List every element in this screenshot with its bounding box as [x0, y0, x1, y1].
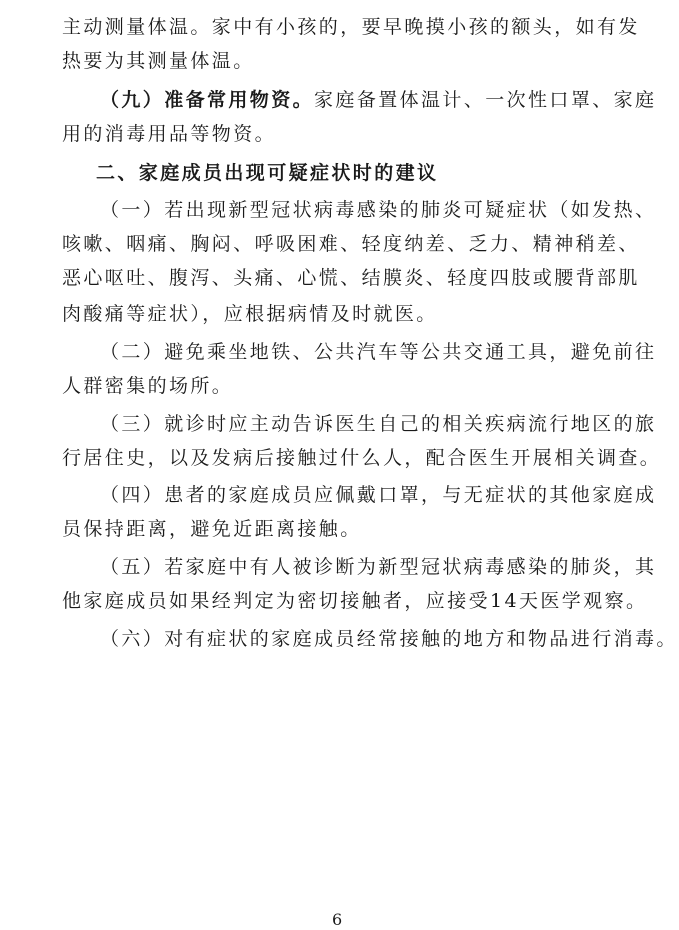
item-one-line-2: 咳嗽、咽痛、胸闷、呼吸困难、轻度纳差、乏力、精神稍差、: [62, 233, 640, 255]
item-one-line-1: （一）若出现新型冠状病毒感染的肺炎可疑症状（如发热、: [100, 199, 657, 221]
item-six-line-1: （六）对有症状的家庭成员经常接触的地方和物品进行消毒。: [100, 628, 678, 650]
item-two-line-2: 人群密集的场所。: [62, 375, 234, 397]
item-two-line-1: （二）避免乘坐地铁、公共汽车等公共交通工具，避免前往: [100, 341, 657, 363]
body-line-4: 用的消毒用品等物资。: [62, 123, 277, 145]
item-one-line-4: 肉酸痛等症状），应根据病情及时就医。: [62, 303, 438, 325]
section-nine-heading: （九）准备常用物资。: [100, 89, 315, 111]
page-number: 6: [332, 910, 343, 929]
item-five-line-1: （五）若家庭中有人被诊断为新型冠状病毒感染的肺炎，其: [100, 556, 657, 578]
item-four-line-2: 员保持距离，避免近距离接触。: [62, 518, 362, 540]
item-three-line-2: 行居住史，以及发病后接触过什么人，配合医生开展相关调查。: [62, 447, 662, 469]
body-line-2: 热要为其测量体温。: [62, 50, 255, 72]
item-one-line-3: 恶心呕吐、腹泻、头痛、心慌、结膜炎、轻度四肢或腰背部肌: [62, 267, 640, 289]
section-nine-line: （九）准备常用物资。家庭备置体温计、一次性口罩、家庭: [100, 89, 657, 111]
section-two-heading: 二、家庭成员出现可疑症状时的建议: [96, 162, 439, 184]
item-five-line-2: 他家庭成员如果经判定为密切接触者，应接受14天医学观察。: [62, 590, 648, 612]
item-four-line-1: （四）患者的家庭成员应佩戴口罩，与无症状的其他家庭成: [100, 484, 657, 506]
item-three-line-1: （三）就诊时应主动告诉医生自己的相关疾病流行地区的旅: [100, 413, 657, 435]
body-line-1: 主动测量体温。家中有小孩的，要早晚摸小孩的额头，如有发: [62, 16, 640, 38]
